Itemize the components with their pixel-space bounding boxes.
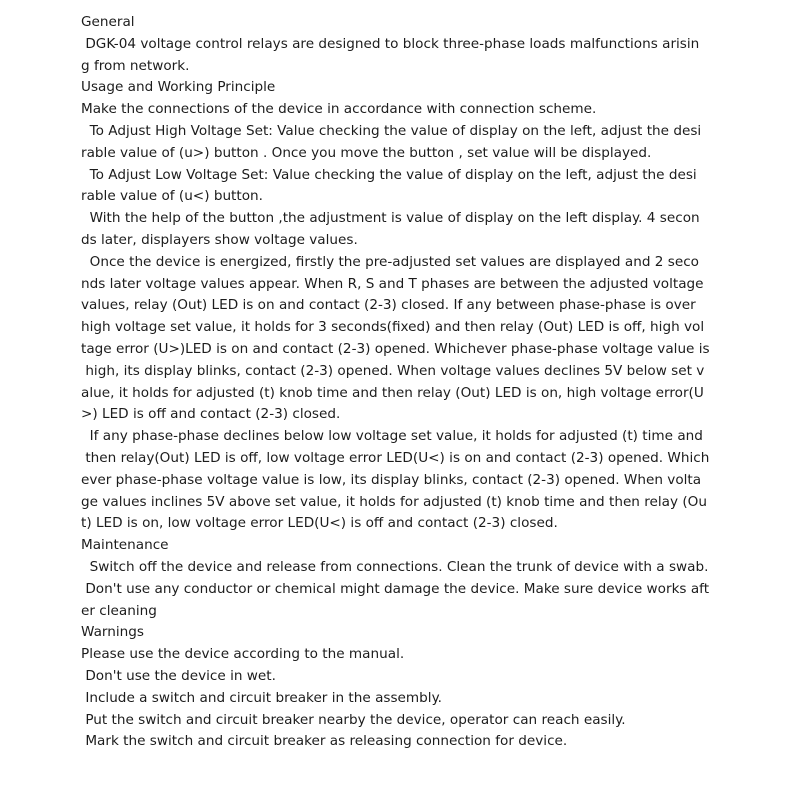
text-line: Include a switch and circuit breaker in the assembly.	[81, 689, 442, 706]
text-line: Mark the switch and circuit breaker as releasing connection for device.	[81, 733, 568, 750]
text-line: DGK-04 voltage control relays are designed to block three-phase loads malfunctions arisin	[81, 35, 700, 52]
text-line: If any phase-phase declines below low voltage set value, it holds for adjusted (t) time and	[81, 428, 703, 445]
text-line: nds later voltage values appear. When R, S and T phases are between the adjusted voltage	[81, 275, 704, 292]
text-line: rable value of (u<) button.	[81, 188, 263, 205]
text-line: er cleaning	[81, 602, 157, 619]
text-line: Please use the device according to the manual.	[81, 646, 405, 663]
text-line: rable value of (u>) button . Once you move the button , set value will be displayed.	[81, 144, 652, 161]
text-line: values, relay (Out) LED is on and contact (2-3) closed. If any between phase-phase is over	[81, 297, 696, 314]
text-line: ge values inclines 5V above set value, it holds for adjusted (t) knob time and then relay (Ou	[81, 493, 707, 510]
text-line: Switch off the device and release from connections. Clean the trunk of device with a swab.	[81, 558, 709, 575]
text-line: ever phase-phase voltage value is low, its display blinks, contact (2-3) opened. When volta	[81, 471, 702, 488]
text-line: high, its display blinks, contact (2-3) opened. When voltage values declines 5V below set v	[81, 362, 705, 379]
heading-general: General	[81, 14, 135, 30]
text-line: Put the switch and circuit breaker nearby the device, operator can reach easily.	[81, 711, 626, 728]
text-line: g from network.	[81, 57, 190, 74]
text-line: ds later, displayers show voltage values.	[81, 231, 358, 248]
text-line: Once the device is energized, firstly the pre-adjusted set values are displayed and 2 seco	[81, 253, 699, 270]
heading-maintenance: Maintenance	[81, 537, 169, 554]
text-line: To Adjust Low Voltage Set: Value checking the value of display on the left, adjust the desi	[81, 166, 697, 183]
heading-warnings: Warnings	[81, 624, 144, 641]
text-line: t) LED is on, low voltage error LED(U<) is off and contact (2-3) closed.	[81, 515, 558, 532]
document-body	[81, 12, 726, 753]
text-line: Don't use any conductor or chemical might damage the device. Make sure device works aft	[81, 580, 710, 597]
text-line: With the help of the button ,the adjustment is value of display on the left display. 4 secon	[81, 210, 700, 227]
text-line: tage error (U>)LED is on and contact (2-3) opened. Whichever phase-phase voltage value is	[81, 340, 710, 357]
text-line: alue, it holds for adjusted (t) knob time and then relay (Out) LED is on, high voltage error(U	[81, 384, 704, 401]
text-line: then relay(Out) LED is off, low voltage error LED(U<) is on and contact (2-3) opened. Which	[81, 449, 710, 466]
text-line: high voltage set value, it holds for 3 seconds(fixed) and then relay (Out) LED is off, high vol	[81, 319, 705, 336]
text-line: To Adjust High Voltage Set: Value checking the value of display on the left, adjust the desi	[81, 122, 702, 139]
heading-usage: Usage and Working Principle	[81, 79, 276, 96]
text-line: Make the connections of the device in accordance with connection scheme.	[81, 101, 597, 118]
text-line: >) LED is off and contact (2-3) closed.	[81, 406, 341, 423]
text-line: Don't use the device in wet.	[81, 667, 276, 684]
